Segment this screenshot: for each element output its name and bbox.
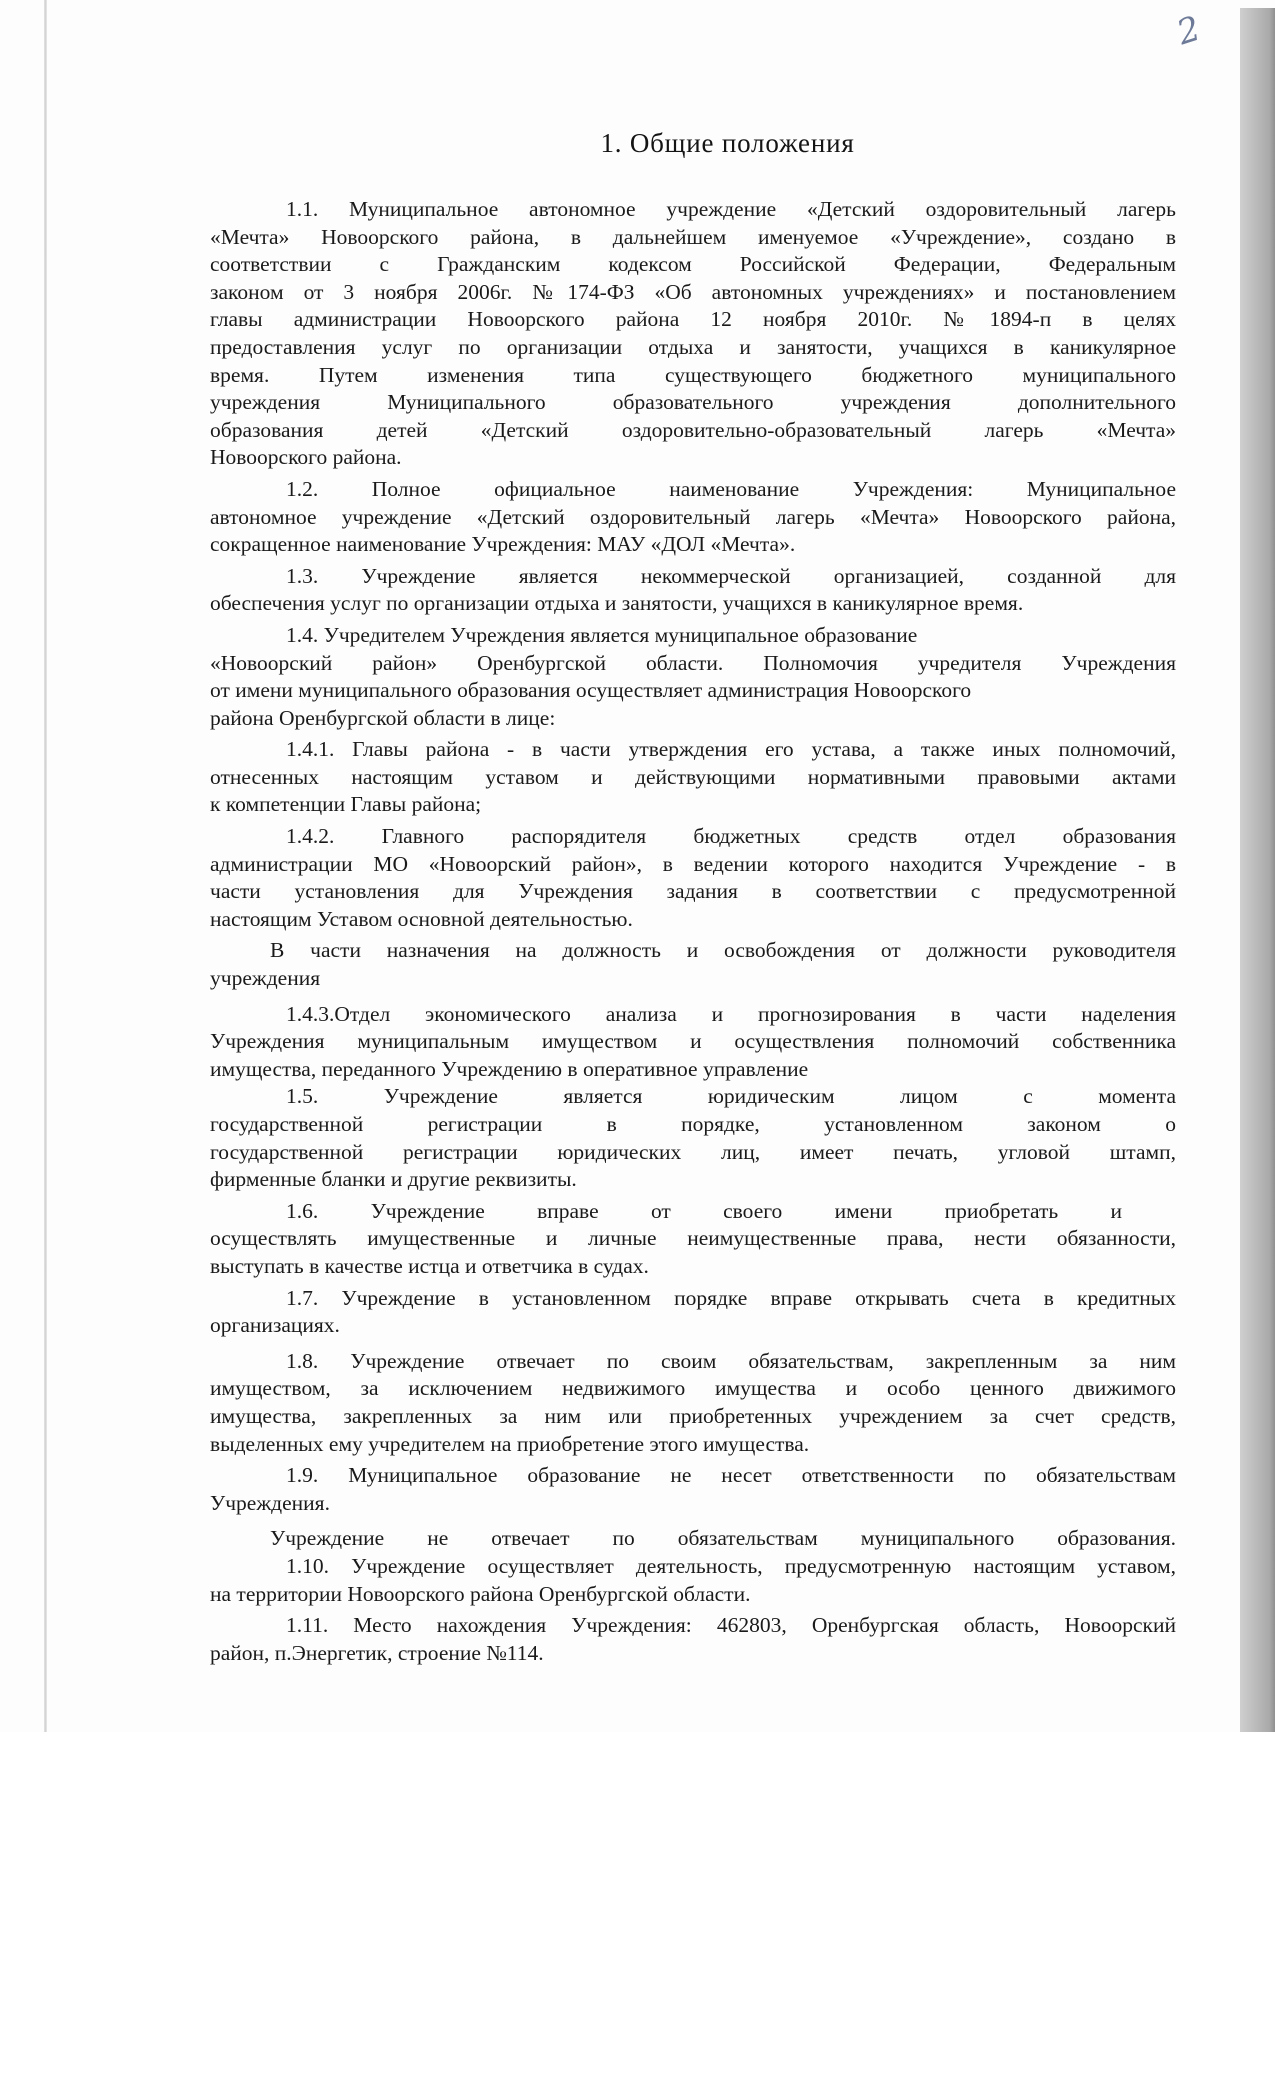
paragraph-1-10 — [210, 1553, 1176, 1608]
paragraph-1-4 — [210, 622, 1176, 732]
text-line: район, п.Энергетик, строение №114. — [210, 1640, 544, 1665]
section-title: 1. Общие положения — [600, 128, 855, 158]
text-line: к компетенции Главы района; — [210, 792, 482, 817]
text-line: 1.2. Полное официальное наименование Учреждения: Муниципальное — [286, 476, 1176, 501]
text-line: 1.9. Муниципальное образование не несет ответственности по обязательствам — [286, 1463, 1176, 1488]
scan-right-edge-strip — [1240, 8, 1275, 1732]
text-line: администрации МО «Новоорский район», в ведении которого находится Учреждение - в — [210, 851, 1176, 876]
text-line: имуществом, за исключением недвижимого имущества и особо ценного движимого — [210, 1376, 1176, 1401]
text-line: учреждения — [210, 966, 321, 991]
text-line: 1.11. Место нахождения Учреждения: 462803, Оренбургская область, Новоорский — [286, 1613, 1176, 1638]
paragraph-1-4-2-appointment — [210, 937, 1176, 992]
paragraph-1-5 — [210, 1083, 1176, 1193]
handwritten-page-number: 2 — [1172, 8, 1206, 54]
text-line: части установления для Учреждения задания в соответствии с предусмотренной — [210, 879, 1176, 904]
text-line: обеспечения услуг по организации отдыха и занятости, учащихся в каникулярное время. — [210, 591, 1024, 616]
text-line: настоящим Уставом основной деятельностью. — [210, 906, 633, 931]
text-line: Новоорского района. — [210, 445, 402, 470]
text-line: государственной регистрации в порядке, установленном законом о — [210, 1112, 1176, 1136]
text-line: на территории Новоорского района Оренбургской области. — [210, 1581, 751, 1606]
text-line: «Мечта» Новоорского района, в дальнейшем именуемое «Учреждение», создано в — [210, 224, 1176, 249]
text-line: законом от 3 ноября 2006г. №174-ФЗ «Об автономных учреждениях» и постановлением — [210, 279, 1176, 304]
text-line: Учреждения муниципальным имуществом и осуществления полномочий собственника — [210, 1029, 1176, 1054]
text-line: главы администрации Новоорского района 12 ноября 2010г. №1894-п в целях — [210, 307, 1176, 332]
paragraph-1-1 — [210, 196, 1176, 472]
paragraph-1-7 — [210, 1285, 1176, 1340]
paragraph-1-3 — [210, 563, 1176, 618]
paragraph-1-4-1 — [210, 736, 1176, 819]
text-line: Учреждение не отвечает по обязательствам муниципального образования. — [270, 1526, 1176, 1551]
text-line: фирменные бланки и другие реквизиты. — [210, 1167, 577, 1192]
document-body — [210, 196, 1176, 1667]
text-line: выступать в качестве истца и ответчика в судах. — [210, 1253, 649, 1278]
paragraph-1-11 — [210, 1612, 1176, 1667]
text-line: 1.4.2. Главного распорядителя бюджетных средств отдел образования — [286, 824, 1176, 849]
text-line: время. Путем изменения типа существующего бюджетного муниципального — [210, 362, 1176, 387]
text-line: 1.4.3.Отдел экономического анализа и прогнозирования в части наделения — [286, 1001, 1176, 1026]
text-line: сокращенное наименование Учреждения: МАУ «ДОЛ «Мечта». — [210, 532, 796, 557]
text-line: 1.4.1. Главы района - в части утверждения его устава, а также иных полномочий, — [286, 737, 1176, 762]
paragraph-1-6 — [210, 1198, 1176, 1281]
text-line: района Оренбургской области в лице: — [210, 705, 556, 730]
text-line: осуществлять имущественные и личные неимущественные права, нести обязанности, — [210, 1226, 1176, 1251]
text-line: 1.3. Учреждение является некоммерческой организацией, созданной для — [286, 563, 1176, 588]
text-line: учреждения Муниципального образовательного учреждения дополнительного — [210, 390, 1176, 415]
text-line: «Новоорский район» Оренбургской области. Полномочия учредителя Учреждения — [210, 650, 1176, 675]
text-line: отнесенных настоящим уставом и действующими нормативными правовыми актами — [210, 764, 1176, 789]
text-line: автономное учреждение «Детский оздоровительный лагерь «Мечта» Новоорского района, — [210, 504, 1176, 529]
paragraph-1-9-liability — [210, 1525, 1176, 1553]
text-line: выделенных ему учредителем на приобретение этого имущества. — [210, 1431, 810, 1456]
text-line: государственной регистрации юридических лиц, имеет печать, угловой штамп, — [210, 1139, 1176, 1164]
text-line: 1.5. Учреждение является юридическим лицом с момента — [286, 1084, 1176, 1109]
text-line: Учреждения. — [210, 1490, 330, 1515]
text-line: 1.8. Учреждение отвечает по своим обязательствам, закрепленным за ним — [286, 1348, 1176, 1373]
text-line: В части назначения на должность и освобождения от должности руководителя — [270, 938, 1176, 963]
text-line: 1.10. Учреждение осуществляет деятельность, предусмотренную настоящим уставом, — [286, 1553, 1176, 1578]
text-line: имущества, закрепленных за ним или приобретенных учреждением за счет средств, — [210, 1403, 1176, 1428]
paragraph-1-2 — [210, 476, 1176, 559]
text-line: от имени муниципального образования осуществляет администрация Новоорского — [210, 678, 972, 703]
text-line: соответствии с Гражданским кодексом Российской Федерации, Федеральным — [210, 252, 1176, 277]
paragraph-1-4-2 — [210, 823, 1176, 933]
text-line: предоставления услуг по организации отдыха и занятости, учащихся в каникулярное — [210, 334, 1176, 359]
text-line: имущества, переданного Учреждению в оперативное управление — [210, 1056, 809, 1081]
text-line: 1.1. Муниципальное автономное учреждение «Детский оздоровительный лагерь — [286, 197, 1176, 221]
text-line: 1.6. Учреждение вправе от своего имени приобретать и — [286, 1198, 1122, 1223]
text-line: образования детей «Детский оздоровительно-образовательный лагерь «Мечта» — [210, 417, 1176, 442]
text-line: 1.7. Учреждение в установленном порядке вправе открывать счета в кредитных — [286, 1285, 1176, 1310]
paragraph-1-9 — [210, 1462, 1176, 1517]
scan-left-edge-shadow — [44, 0, 47, 1732]
paragraph-1-4-3 — [210, 1001, 1176, 1084]
text-line: организациях. — [210, 1313, 340, 1338]
paragraph-1-8 — [210, 1348, 1176, 1458]
text-line: 1.4. Учредителем Учреждения является муниципальное образование — [286, 622, 918, 647]
